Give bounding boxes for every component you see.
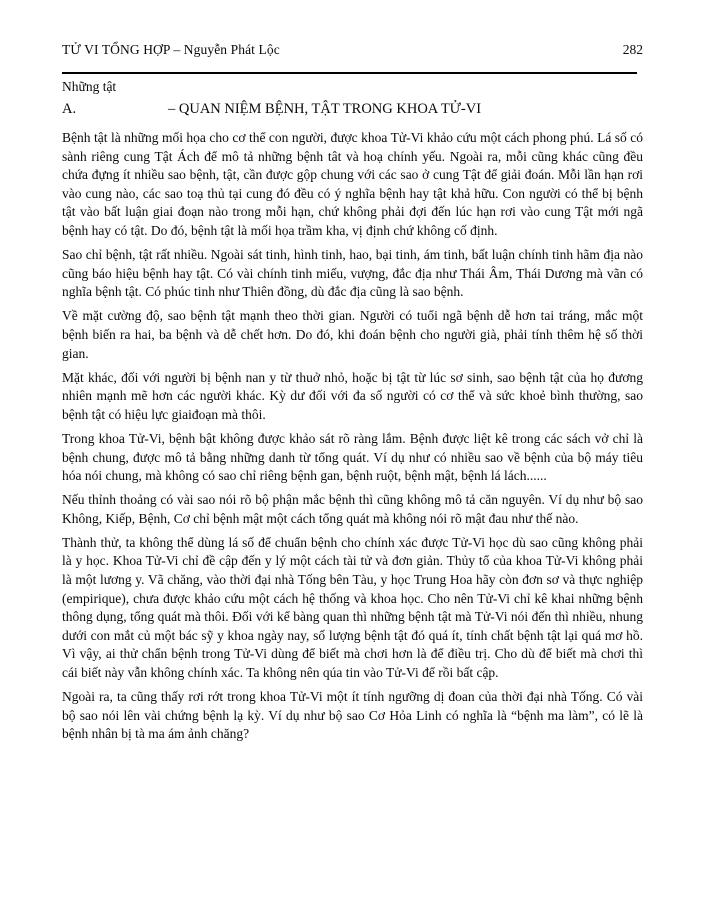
section-marker: A.: [62, 101, 77, 117]
body-text: [62, 129, 643, 744]
section-title: – QUAN NIỆM BỆNH, TẬT TRONG KHOA TỬ-VI: [168, 101, 482, 117]
running-label: Những tật: [62, 79, 117, 94]
paragraph-3: Về mặt cường độ, sao bệnh tật mạnh theo thời gian. Người có tuổi ngã bệnh dễ hơn tai tráng, mắc một bệnh biến ra hai, ba bệnh và dễ chết hơn. Do đó, khi đoán bệnh cho người già, phải tính thêm hệ số thời gian.: [62, 308, 643, 361]
paragraph-1: Bệnh tật là những mối họa cho cơ thể con người, được khoa Tử-Vi khảo cứu một cách phong phú. Lá số có sành riêng cung Tật Ách để mô tả những bệnh tât và hoạ chính yếu. Ngoài ra, mỗi cũng khác cũng đều chứa đựng ít nhiều sao bệnh, tật, cần được gộp chung với các sao ở cung Tật để giải đoán. Mỗi lần hạn rơi vào cung nào, các sao toạ thủ tại cung đó đều có ý nghĩa bệnh hay tật khả hữu. Con người có thể bị bệnh tật vào bất luận giai đoạn nào trong mỗi hạn, chứ không phải đợi đến lúc hạn rơi vào cung Tật mới ngã bệnh hay có tật. Do đó, bệnh tật là mối họa trầm kha, vị định chứ không cố định.: [62, 130, 643, 238]
section-heading: [62, 101, 643, 118]
header-divider: [62, 72, 637, 74]
paragraph-4: Mặt khác, đối với người bị bệnh nan y từ thuở nhỏ, hoặc bị tật từ lúc sơ sinh, sao bệnh tật của họ đương nhiên mạnh mẽ hơn các người khác. Kỳ dư đối với đa số người có cơ thể và sức khoẻ bình thường, sao bệnh tật có hiệu lực giaiđoạn mà thôi.: [62, 369, 643, 422]
page-header: [62, 42, 643, 58]
page-number: 282: [622, 42, 643, 57]
paragraph-6: Nếu thỉnh thoảng có vài sao nói rõ bộ phận mắc bệnh thì cũng không mô tả căn nguyên. Ví dụ như bộ sao Không, Kiếp, Bệnh, Cơ chỉ bệnh mật một cách tổng quát mà không nói rõ mật đau như thế nào.: [62, 492, 643, 526]
paragraph-2: Sao chỉ bệnh, tật rất nhiều. Ngoài sát tinh, hình tinh, hao, bại tinh, ám tinh, bất luận chính tinh hãm địa nào cũng báo hiệu bệnh hay tật. Có vài chính tinh miếu, vượng, đắc địa như Thái Âm, Thái Dương mà vãn có nghĩa bệnh tật. Có phúc tinh như Thiên đồng, dù đắc địa cũng là sao bệnh.: [62, 247, 643, 300]
paragraph-5: Trong khoa Tử-Vi, bệnh bật không được khảo sát rõ ràng lắm. Bệnh được liệt kê trong các sách vở chỉ là bệnh chung, được mô tả bằng những danh từ tổng quát. Ví dụ như có nhiều sao về bệnh của bộ máy tiêu hóa nói chung, mà không có sao chỉ riêng bệnh gan, bệnh ruột, bệnh mật, bệnh lá lách......: [62, 430, 643, 484]
book-title: TỬ VI TỔNG HỢP – Nguyễn Phát Lộc: [62, 42, 280, 57]
paragraph-8: Ngoài ra, ta cũng thấy rơi rớt trong khoa Tử-Vi một ít tính ngưỡng dị đoan của thời đại nhà Tống. Có vài bộ sao nói lên vài chứng bệnh lạ kỳ. Ví dụ như bộ sao Cơ Hỏa Linh có nghĩa là “bệnh ma làm”, có lẽ là bệnh nhân bị tà ma ám ảnh chăng?: [62, 689, 643, 742]
paragraph-7: Thành thử, ta không thể dùng lá số để chuẩn bệnh cho chính xác được Tử-Vi học dù sao cũng không phải là y học. Khoa Tử-Vi chỉ đề cập đến y lý một cách tài tử và đơn giản. Thủy tổ của khoa Tử-Vi không phải là một lương y. Vã chăng, vào thời đại nhà Tống bên Tàu, y học Trung Hoa hãy còn đơn sơ và thực nghiệp (empirique), chưa được khảo cứu một cách hệ thống và khoa học. Cho nên Tử-Vi chỉ kê khai những bệnh thông dụng, tổng quát mà thôi. Đối với kể bàng quan thì những bệnh tật mà Tử-Vi nói đến thì nhiều, nhung dưới con mắt củ một bác sỹ y khoa ngày nay, số lượng bệnh tật đó quá ít, tính chất bệnh tật lại quá mơ hồ. Vì vậy, ai thử chẩn bệnh trong Tử-Vi dùng để biết mà chơi hơn là để điều trị. Cho dù để biết mà chơi thì cái biết này vẫn không chính xác. Ta không nên qúa tin vào Tử-Vi để rồi bất cập.: [62, 534, 643, 681]
